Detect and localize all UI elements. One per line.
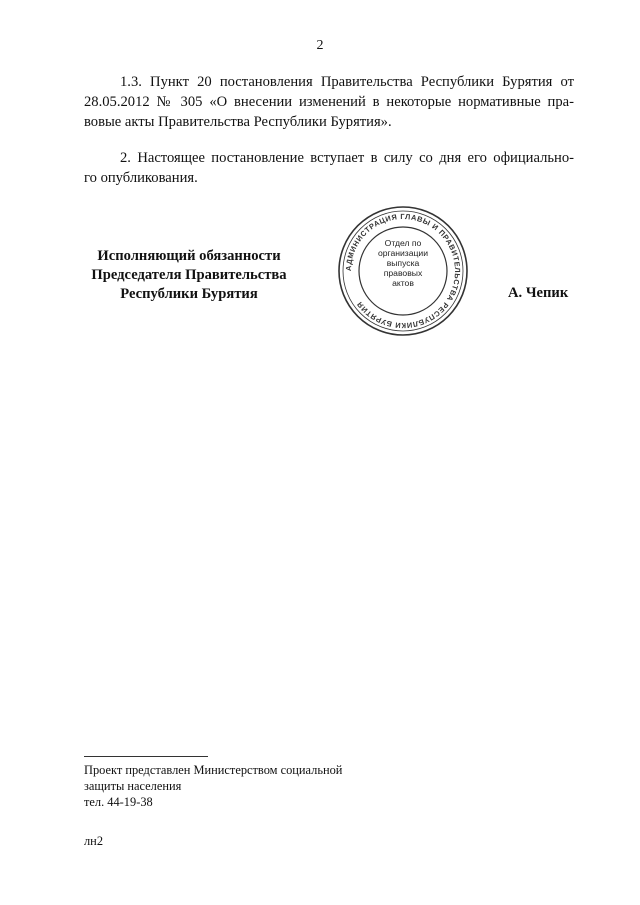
seal-line: выпуска — [386, 258, 420, 268]
seal-line: актов — [392, 278, 414, 288]
page-number: 2 — [316, 38, 324, 53]
text-line: 28.05.2012 № 305 «О внесении изменений в некоторые нормативные пра- — [84, 94, 574, 110]
footnote-line: защиты населения — [84, 779, 182, 793]
signatory-line: Председателя Правительства — [91, 267, 287, 283]
seal-line: правовых — [383, 268, 423, 278]
seal-line: Отдел по — [384, 238, 422, 248]
seal-inner-text — [362, 238, 444, 288]
footnote — [84, 762, 342, 810]
signatory-title — [84, 247, 294, 304]
footnote-divider — [84, 756, 208, 757]
text-line: го опубликования. — [84, 170, 198, 186]
text-line: 1.3. Пункт 20 постановления Правительства Республики Бурятия от — [120, 74, 574, 90]
official-seal — [336, 204, 470, 338]
signatory-line: Республики Бурятия — [120, 286, 258, 302]
executor-initials: лн2 — [84, 834, 104, 848]
seal-ring-textpath: АДМИНИСТРАЦИЯ ГЛАВЫ И ПРАВИТЕЛЬСТВА РЕСПУБЛИКИ БУРЯТИЯ — [343, 211, 463, 331]
paragraph-2 — [84, 148, 574, 188]
footnote-line: тел. 44-19-38 — [84, 795, 153, 809]
seal-line: организации — [377, 248, 429, 258]
text-line: вовые акты Правительства Республики Бурятия». — [84, 114, 392, 130]
signatory-line: Исполняющий обязанности — [97, 248, 281, 264]
footnote-line: Проект представлен Министерством социальной — [84, 763, 343, 777]
signer-name: А. Чепик — [508, 285, 569, 301]
paragraph-1-3 — [84, 72, 574, 132]
text-line: 2. Настоящее постановление вступает в силу со дня его официально- — [120, 150, 574, 166]
